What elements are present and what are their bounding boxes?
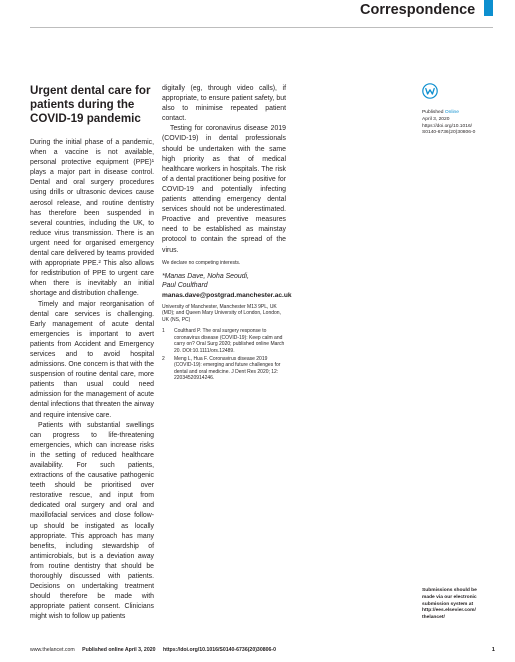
- elsevier-w-logo-icon: [422, 83, 438, 99]
- article-title: Urgent dental care for patients during the COVID-19 pandemic: [30, 84, 151, 125]
- affiliation: University of Manchester, Manchester M13 9PL, UK (MD); and Queen Mary University of London, London, UK (NS, PC): [162, 303, 281, 323]
- reference-list: [162, 328, 286, 381]
- publication-date: April 3, 2020: [422, 116, 450, 122]
- body-paragraph: Testing for coronavirus disease 2019 (COVID-19) in dental professionals should be undertaken with the same high priority as that of medical healthcare workers in hospitals. The risk of a dental practitioner being positive for COVID-19 and potentially infecting patients attending emergency dental services should not be underestimated. Proactive and preventive measures need to be established as mainstay protocol to contain the spread of the virus.: [162, 125, 286, 254]
- reference-item: [162, 356, 286, 382]
- footer-info: [30, 646, 276, 654]
- corresponding-email-link[interactable]: manas.dave@postgrad.manchester.ac.uk: [162, 291, 292, 299]
- body-paragraph: During the initial phase of a pandemic, when a vaccine is not available, personal protective equipment (PPE)¹ plays a major part in disease control. Dental and oral surgery procedures using drills or ultrasonic devices cause aerosol release, and routine dentistry has therefore been suspended in several countries, including the UK, to reduce virus transmission. There is an urgent need for organised emergency dental care delivered by teams provided with appropriate PPE.² This also allows for redistribution of PPE to urgent care when there is inevitably an initial shortage and distribution challenge.: [30, 139, 154, 298]
- submission-line: made via our electronic: [422, 594, 477, 600]
- online-label: Online: [444, 110, 459, 115]
- doi-link-line[interactable]: S0140-6736(20)30806-0: [422, 130, 476, 136]
- published-online-line: [422, 110, 496, 117]
- author-list: [162, 272, 286, 290]
- section-color-bar: [484, 0, 493, 16]
- header-rule: [30, 27, 493, 28]
- online-publication-info: [422, 110, 496, 137]
- body-paragraph: Timely and major reorganisation of dental care services is challenging. Early management of acute dental emergencies is important to avert patients from Accident and Emergency services and to avoid hospital admissions. One concern is that with the suspension of routine dental care, more patients than usual could need admission for the management of acute dental infections that threaten the airway and require intensive care.: [30, 300, 154, 419]
- submission-url-link[interactable]: http://ees.elsevier.com/: [422, 608, 476, 614]
- submission-line: Submissions should be: [422, 588, 477, 593]
- published-label: Published: [422, 110, 444, 115]
- reference-number: 1: [162, 328, 165, 335]
- footer-published: Published online April 3, 2020: [82, 647, 156, 653]
- reference-item: [162, 328, 286, 354]
- body-paragraph: digitally (eg, through video calls), if appropriate, to ensure patient safety, but also to minimise repeated patient contact.: [162, 85, 286, 123]
- reference-number: 2: [162, 356, 165, 362]
- article-column-2: [162, 84, 292, 384]
- competing-interests: We declare no competing interests.: [162, 259, 241, 266]
- reference-text: Coulthard P. The oral surgery response to coronavirus disease (COVID-19): Keep calm and carry on? Oral Surg 2020; published online March 20. DOI:10.1111/ors.12489.: [174, 328, 285, 354]
- submission-line: submission system at: [422, 601, 474, 607]
- footer-doi-link[interactable]: https://doi.org/10.1016/S0140-6736(20)30806-0: [162, 647, 276, 653]
- doi-link-line[interactable]: https://doi.org/10.1016/: [422, 123, 473, 129]
- page-footer: [30, 646, 495, 654]
- submission-url-link[interactable]: thelancet/: [422, 615, 445, 621]
- article-column-1: [30, 84, 154, 623]
- page-number: 1: [491, 647, 495, 653]
- reference-text: Meng L, Hua F. Coronavirus disease 2019 (COVID-19): emerging and future challenges for dental and oral medicine. J Dent Res 2020; 12: 22034520914246.: [174, 356, 281, 382]
- section-title: Correspondence: [360, 2, 476, 18]
- footer-site-link[interactable]: www.thelancet.com: [30, 647, 75, 653]
- submission-note: [422, 588, 496, 622]
- authors-line: *Manas Dave, Noha Seoudi,: [162, 272, 249, 280]
- authors-line: Paul Coulthard: [162, 281, 208, 289]
- body-paragraph: Patients with substantial swellings can progress to life-threatening emergencies, which can increase risks in the setting of reduced healthcare availability. For such patients, extractions of the causative pathogenic teeth should be prioritised over restorative rescue, and input from dedicated oral surgery and oral and maxillofacial services and close follow-up should be instigated as locally appropriate. This approach has many benefits, including stewardship of antimicrobials, but is a deviation away from routine dentistry that should be thoroughly discussed with patients. Decisions on undertaking treatment should therefore be made with appropriate patient consent. Clinicians might wish to follow up patients: [30, 421, 154, 621]
